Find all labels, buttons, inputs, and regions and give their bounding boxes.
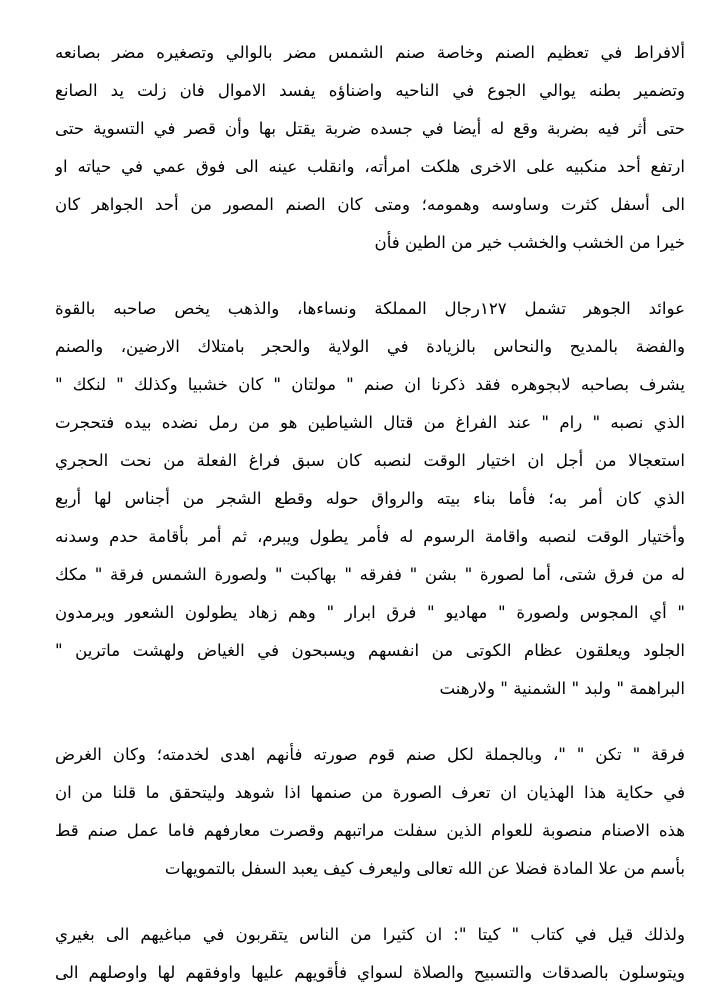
text-line: بأسم من علا المادة فضلا عن الله تعالى وليعرف كيف يعبد السفل بالتمويهات — [164, 859, 685, 878]
text-line: خيرا من الخشب والخشب خير من الطين فأن — [374, 233, 685, 252]
text-line: الجلود ويعلقون عظام الكوتى من انفسهم ويسبحون في الغياض ولهشت ماترين " — [55, 641, 685, 660]
text-line: وأختيار الوقت لنصبه واقامة الرسوم له فأمر يطول ويبرم، ثم أمر بأقامة حدم وسدنه — [55, 527, 685, 546]
paragraph-2 — [55, 290, 685, 708]
text-line: الذي كان أمر به؛ فأما بناء بيته والرواق حوله وقطع الشجر من أجناس لها أربع — [55, 489, 685, 508]
document-page — [55, 34, 685, 994]
paragraph-4 — [55, 916, 685, 992]
text-line: ارتفع أحد منكبيه على الاخرى هلكت امرأته، وانقلب عينه الى فوق عمي في حياته او — [55, 157, 685, 176]
text-line: ولذلك قيل في كتاب " كيتا ": ان كثيرا من الناس يتقربون في مباغيهم الى بغيري — [55, 925, 685, 944]
text-line: " أي المجوس ولصورة " مهاديو " فرق ابرار " وهم زهاد يطولون الشعور ويرمدون — [55, 603, 685, 622]
text-line: حتى أثر فيه بضربة وقع له أيضا في جسده ضربة يقتل بها وأن قصر في التسوية حتى — [55, 119, 685, 138]
text-line: وتضمير بطنه يوالي الجوع في الناحيه واضناؤه يفسد الاموال فان زلت يد الصانع — [55, 81, 685, 100]
paragraph-3 — [55, 736, 685, 888]
text-line: والفضة بالمديح والنحاس بالزيادة في الولاية والحجر بامتلاك الارضين، والصنم — [55, 337, 685, 356]
text-line: في حكاية هذا الهذيان ان تعرف الصورة من صنمها اذا شوهد وليتحقق ما قلنا من ان — [55, 783, 685, 802]
text-line: له من فرق شتى، أما لصورة " بشن " ففرقه " بهاكبت " ولصورة الشمس فرقة " مكك — [55, 565, 685, 584]
text-line: عوائد الجوهر تشمل ١٢٧رجال المملكة ونساءها، والذهب يخص صاحبه بالقوة — [55, 299, 685, 318]
text-line: الذي نصبه " رام " عند الفراغ من قتال الشياطين هو من رمل نضده بيده فتحجرت — [55, 413, 685, 432]
text-line: فرقة " تكن " "، وبالجملة لكل صنم قوم صورته فأنهم اهدى لخدمته؛ وكان الغرض — [55, 745, 685, 764]
text-line: الى أسفل كثرت وساوسه وهمومه؛ ومتى كان الصنم المصور من أحد الجواهر كان — [55, 195, 685, 214]
text-line: هذه الاصنام منصوبة للعوام الذين سفلت مراتبهم وقصرت معارفهم فاما عمل صنم قط — [55, 821, 685, 840]
text-line: البراهمة " ولبد " الشمنية " ولارهنت — [439, 679, 685, 698]
text-line: ألافراط في تعظيم الصنم وخاصة صنم الشمس مضر بالوالي وتصغيره مضر بصانعه — [55, 43, 685, 62]
text-line: يشرف بصاحبه لابجوهره فقد ذكرنا ان صنم " مولتان " كان خشبيا وكذلك " لنكك " — [55, 375, 685, 394]
paragraph-1 — [55, 34, 685, 262]
text-line: ويتوسلون بالصدقات والتسبيح والصلاة لسواي فأقويهم عليها واوفقهم لها واوصلهم الى — [55, 963, 685, 982]
text-line: استعجالا من أجل ان اختيار الوقت لنصبه كان سبق فراغ الفعلة من نحت الحجري — [55, 451, 685, 470]
